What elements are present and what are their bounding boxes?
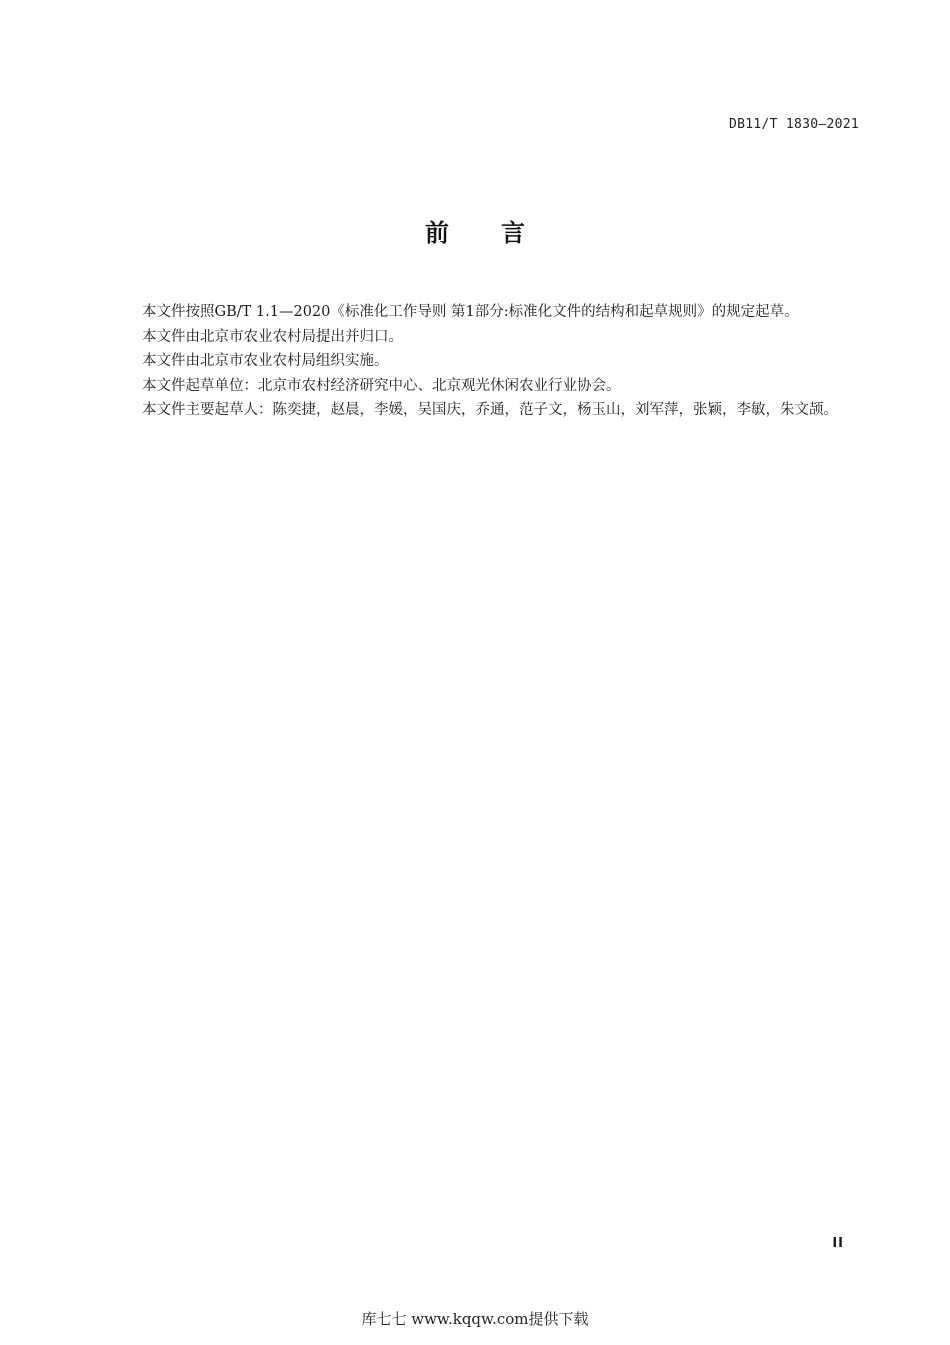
page-title: 前言	[425, 219, 577, 247]
download-footer: 库七七 www.kqqw.com提供下载	[361, 1310, 589, 1328]
paragraph-implementer: 本文件由北京市农业农村局组织实施。	[142, 353, 389, 369]
paragraph-proposer: 本文件由北京市农业农村局提出并归口。	[142, 328, 403, 345]
paragraph-drafters: 本文件主要起草人：陈奕捷，赵晨，李媛，吴国庆，乔通，范子文，杨玉山，刘军萍，张颖，李敏，朱文颉。	[142, 402, 838, 418]
page-number: II	[832, 1236, 844, 1251]
paragraph-drafting-units: 本文件起草单位：北京市农村经济研究中心、北京观光休闲农业行业协会。	[142, 377, 621, 394]
paragraph-drafting-rule: 本文件按照GB/T 1.1—2020《标准化工作导则 第1部分:标准化文件的结构和起草规则》的规定起草。	[142, 304, 799, 320]
document-body	[113, 300, 859, 423]
standard-number: DB11/T 1830—2021	[728, 117, 859, 132]
